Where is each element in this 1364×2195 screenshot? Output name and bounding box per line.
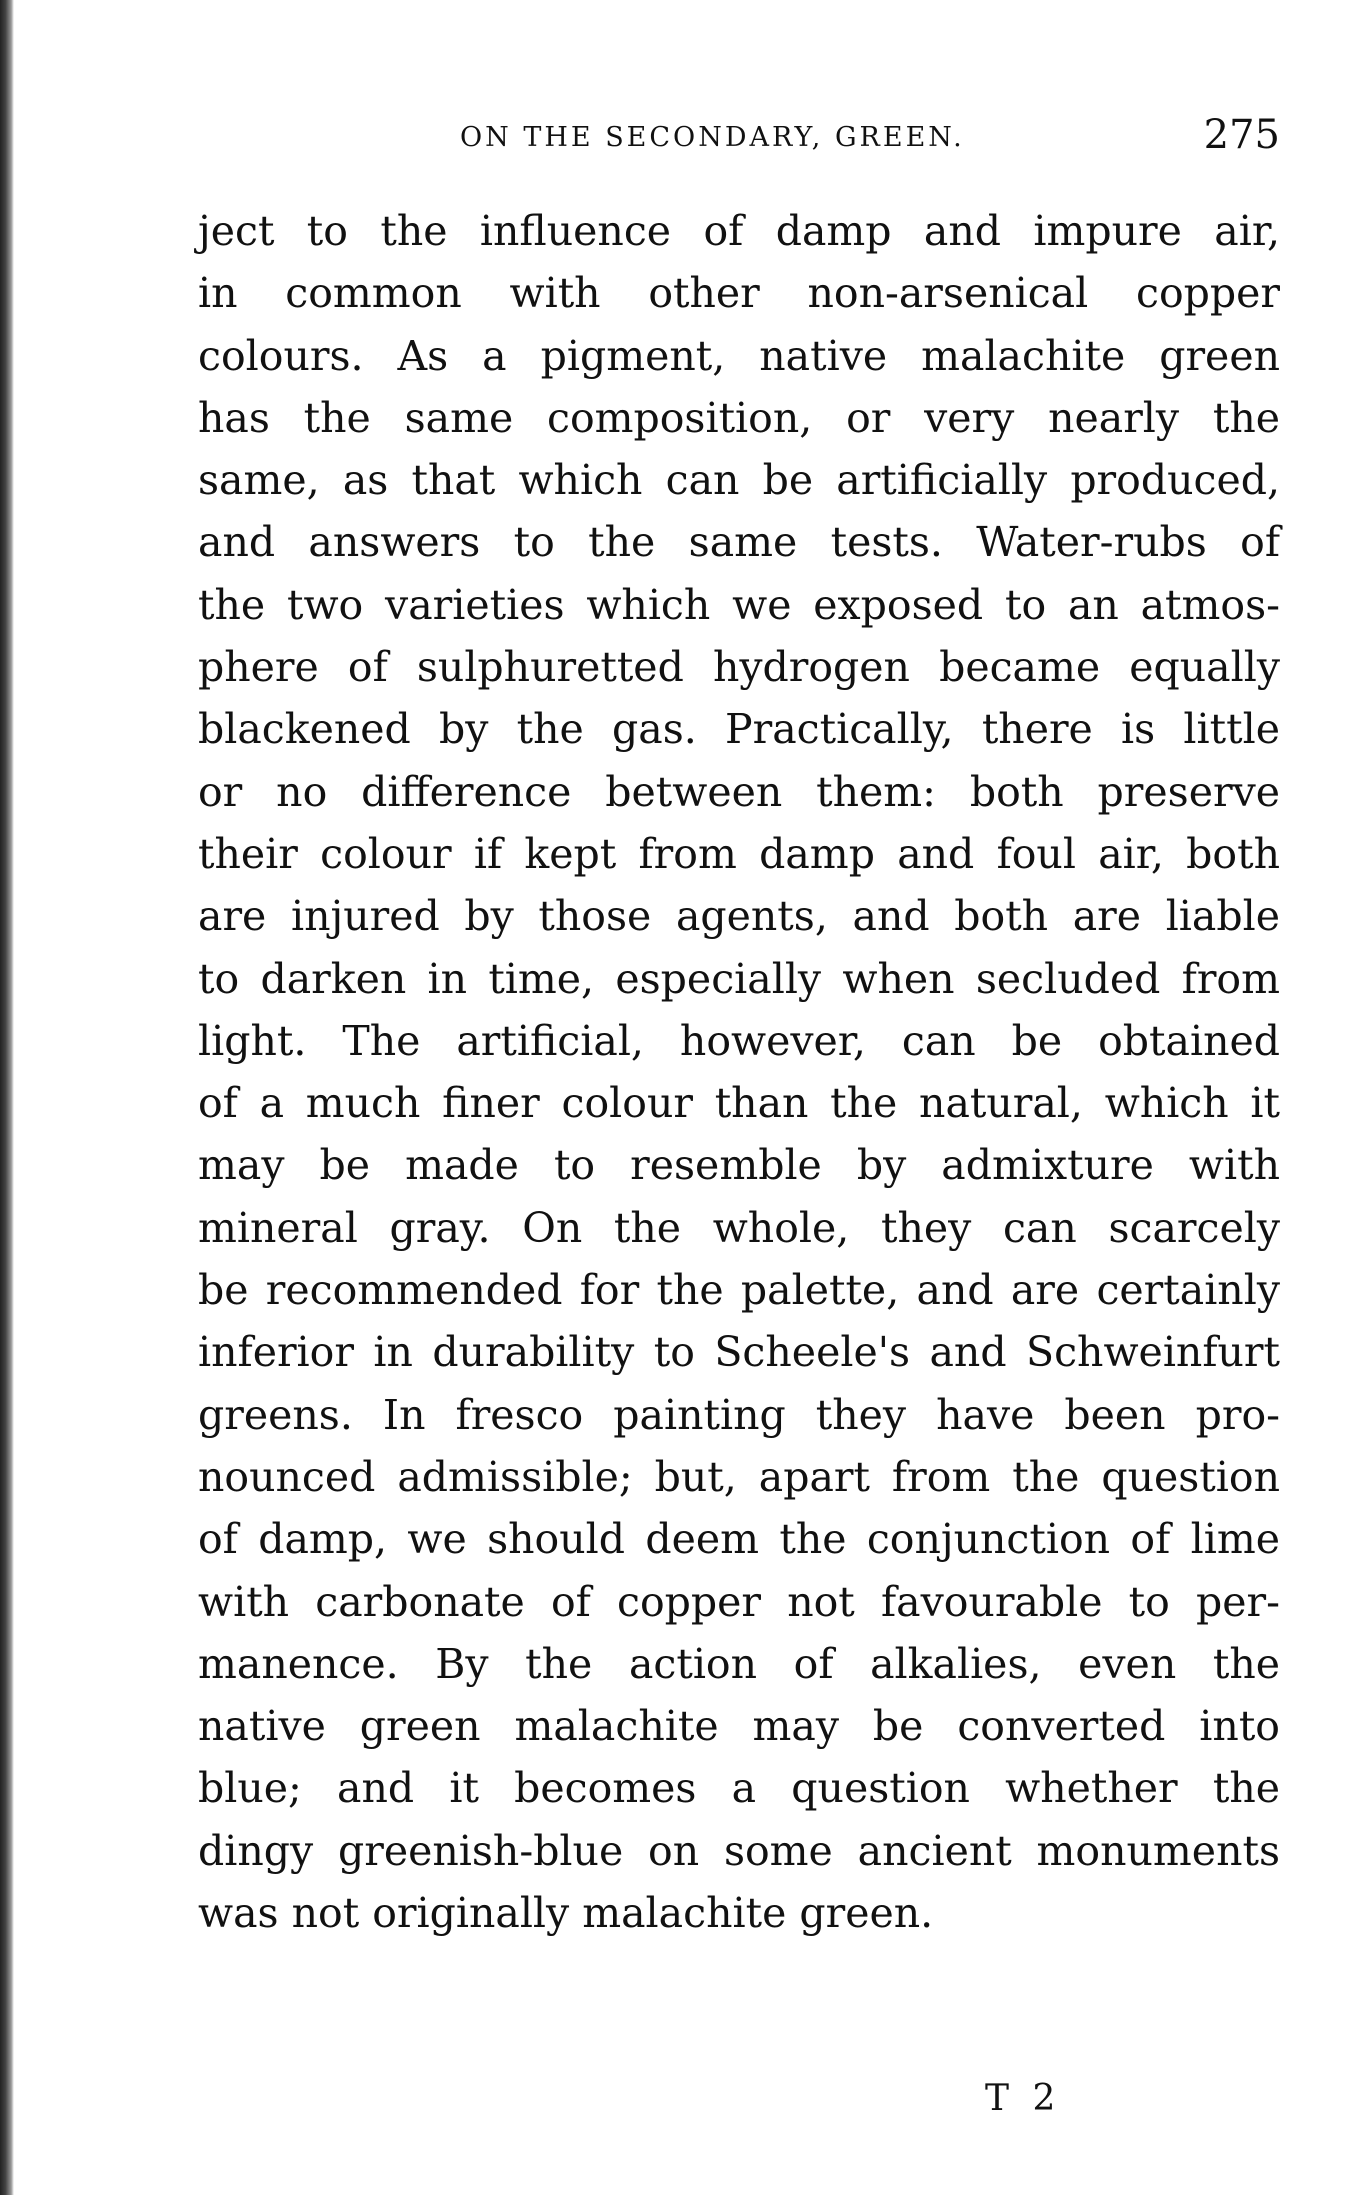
text-line: was not originally malachite green. — [198, 1889, 934, 1938]
text-line: and answers to the same tests. Water-rubs of — [198, 518, 1280, 567]
text-line: mineral gray. On the whole, they can scarcely — [198, 1203, 1280, 1252]
text-line: or no difference between them: both preserve — [198, 767, 1280, 816]
book-binding-edge — [0, 0, 14, 2195]
text-line: colours. As a pigment, native malachite green — [198, 331, 1280, 380]
text-line: in common with other non-arsenical copper — [198, 269, 1280, 318]
text-line: nounced admissible; but, apart from the question — [198, 1452, 1280, 1501]
text-line: has the same composition, or very nearly the — [198, 393, 1280, 442]
text-line: blackened by the gas. Practically, there is little — [198, 705, 1280, 754]
text-line: be recommended for the palette, and are certainly — [198, 1266, 1280, 1315]
text-line: same, as that which can be artificially produced, — [198, 456, 1280, 505]
page-header — [200, 112, 1280, 162]
text-line: blue; and it becomes a question whether the — [198, 1764, 1280, 1813]
text-line: of a much finer colour than the natural, which it — [198, 1079, 1280, 1128]
running-title: ON THE SECONDARY, GREEN. — [460, 122, 965, 153]
text-line: native green malachite may be converted into — [198, 1702, 1280, 1751]
text-line: of damp, we should deem the conjunction of lime — [198, 1515, 1280, 1564]
text-line: dingy greenish-blue on some ancient monuments — [198, 1826, 1280, 1875]
text-line: ject to the influence of damp and impure air, — [198, 207, 1280, 255]
text-line: phere of sulphuretted hydrogen became equally — [198, 643, 1280, 692]
text-line: their colour if kept from damp and foul air, both — [198, 829, 1280, 878]
text-line: the two varieties which we exposed to an atmos- — [198, 580, 1280, 629]
text-line: manence. By the action of alkalies, even the — [198, 1639, 1280, 1688]
text-line: with carbonate of copper not favourable to per- — [198, 1577, 1280, 1626]
text-line: greens. In fresco painting they have been pro- — [198, 1390, 1280, 1439]
text-line: are injured by those agents, and both are liable — [198, 892, 1280, 941]
text-line: may be made to resemble by admixture with — [198, 1141, 1280, 1190]
signature-mark: T 2 — [985, 2078, 1062, 2119]
text-line: to darken in time, especially when secluded from — [198, 954, 1280, 1003]
text-line: light. The artificial, however, can be obtained — [198, 1016, 1280, 1065]
page-number: 275 — [1203, 112, 1280, 158]
text-line: inferior in durability to Scheele's and Schweinfurt — [198, 1328, 1280, 1377]
body-text — [198, 200, 1280, 1944]
